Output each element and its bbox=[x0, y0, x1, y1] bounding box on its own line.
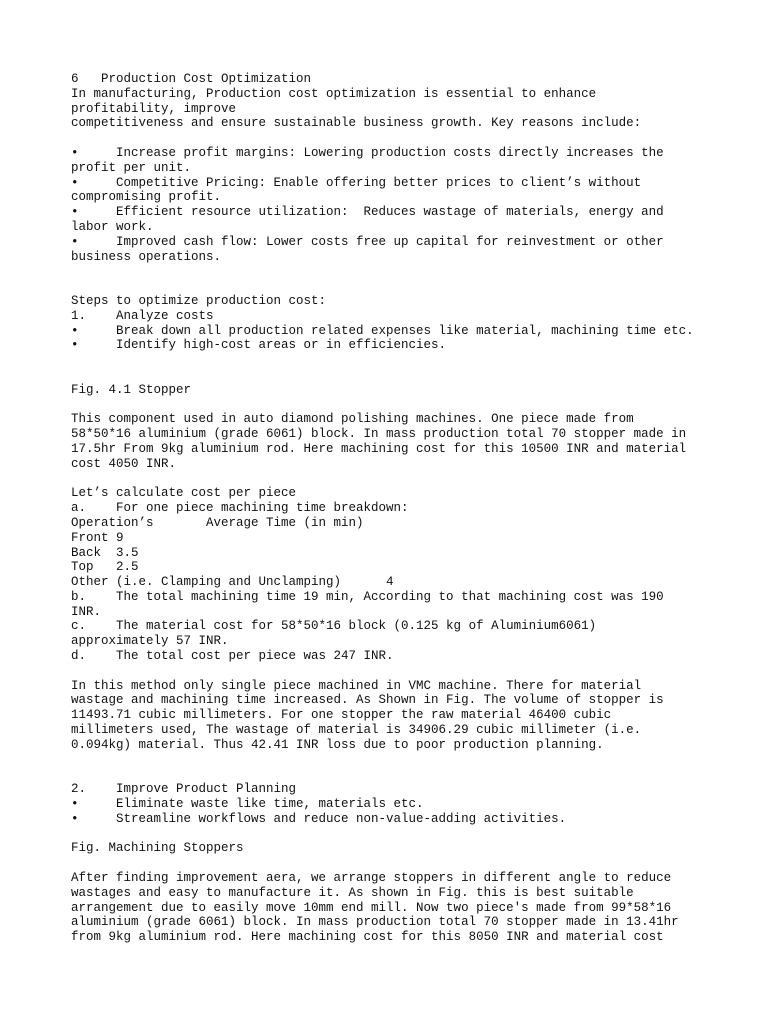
text-line: Operation’s Average Time (in min) bbox=[71, 515, 364, 530]
text-line: Front 9 bbox=[71, 530, 124, 545]
text-line: 2. Improve Product Planning bbox=[71, 782, 297, 797]
text-line: arrangement due to easily move 10mm end mill. Now two piece's made from 99*58*16 bbox=[71, 900, 672, 915]
text-line: • Streamline workflows and reduce non-value-adding activities. bbox=[71, 811, 567, 826]
text-line: Let’s calculate cost per piece bbox=[71, 486, 297, 501]
text-line: aluminium (grade 6061) block. In mass production total 70 stopper made in 13.41hr bbox=[71, 915, 679, 930]
blank-line bbox=[71, 131, 711, 146]
text-line: Top 2.5 bbox=[71, 560, 139, 575]
text-line: profitability, improve bbox=[71, 101, 237, 116]
text-line: Steps to optimize production cost: bbox=[71, 293, 327, 308]
text-line: 11493.71 cubic millimeters. For one stopper the raw material 46400 cubic bbox=[71, 708, 612, 723]
blank-line bbox=[71, 353, 711, 368]
text-line: Back 3.5 bbox=[71, 545, 139, 560]
text-line: INR. bbox=[71, 604, 102, 619]
blank-line bbox=[71, 368, 711, 383]
text-line: wastages and easy to manufacture it. As shown in Fig. this is best suitable bbox=[71, 885, 634, 900]
blank-line bbox=[71, 472, 711, 487]
blank-line bbox=[71, 856, 711, 871]
text-line: • Identify high-cost areas or in efficiencies. bbox=[71, 338, 447, 353]
text-line: competitiveness and ensure sustainable business growth. Key reasons include: bbox=[71, 116, 642, 131]
text-line: c. The material cost for 58*50*16 block (0.125 kg of Aluminium6061) bbox=[71, 619, 597, 634]
text-line: 1. Analyze costs bbox=[71, 308, 214, 323]
text-line: After finding improvement aera, we arrange stoppers in different angle to reduce bbox=[71, 871, 672, 886]
text-line: labor work. bbox=[71, 219, 154, 234]
document-page bbox=[71, 72, 711, 945]
text-line: 17.5hr From 9kg aluminium rod. Here machining cost for this 10500 INR and material bbox=[71, 441, 687, 456]
text-line: In manufacturing, Production cost optimization is essential to enhance bbox=[71, 86, 597, 101]
text-line: • Break down all production related expenses like material, machining time etc. bbox=[71, 323, 694, 338]
text-line: business operations. bbox=[71, 249, 222, 264]
text-line: millimeters used, The wastage of material is 34906.29 cubic millimeter (i.e. bbox=[71, 723, 642, 738]
blank-line bbox=[71, 279, 711, 294]
text-line: • Efficient resource utilization: Reduces wastage of materials, energy and bbox=[71, 205, 664, 220]
text-line: compromising profit. bbox=[71, 190, 222, 205]
text-line: • Improved cash flow: Lower costs free up capital for reinvestment or other bbox=[71, 234, 664, 249]
text-line: 58*50*16 aluminium (grade 6061) block. In mass production total 70 stopper made in bbox=[71, 427, 687, 442]
text-line: wastage and machining time increased. As Shown in Fig. The volume of stopper is bbox=[71, 693, 664, 708]
text-line: • Competitive Pricing: Enable offering better prices to client’s without bbox=[71, 175, 642, 190]
text-line: cost 4050 INR. bbox=[71, 456, 177, 471]
text-line: Fig. 4.1 Stopper bbox=[71, 382, 192, 397]
text-line: 6 Production Cost Optimization bbox=[71, 72, 312, 86]
blank-line bbox=[71, 753, 711, 768]
text-line: This component used in auto diamond polishing machines. One piece made from bbox=[71, 412, 634, 427]
blank-line bbox=[71, 264, 711, 279]
text-line: from 9kg aluminium rod. Here machining cost for this 8050 INR and material cost bbox=[71, 930, 664, 945]
text-line: approximately 57 INR. bbox=[71, 634, 229, 649]
text-line: Fig. Machining Stoppers bbox=[71, 841, 244, 856]
text-line: 0.094kg) material. Thus 42.41 INR loss due to poor production planning. bbox=[71, 737, 604, 752]
blank-line bbox=[71, 827, 711, 842]
text-line: a. For one piece machining time breakdown: bbox=[71, 501, 409, 516]
text-line: Other (i.e. Clamping and Unclamping) 4 bbox=[71, 575, 394, 590]
text-line: b. The total machining time 19 min, According to that machining cost was 190 bbox=[71, 589, 664, 604]
text-line: In this method only single piece machined in VMC machine. There for material bbox=[71, 678, 642, 693]
blank-line bbox=[71, 398, 711, 413]
blank-line bbox=[71, 767, 711, 782]
text-line: profit per unit. bbox=[71, 160, 192, 175]
text-line: • Increase profit margins: Lowering production costs directly increases the bbox=[71, 145, 664, 160]
text-line: d. The total cost per piece was 247 INR. bbox=[71, 649, 394, 664]
text-line: • Eliminate waste like time, materials etc. bbox=[71, 797, 424, 812]
blank-line bbox=[71, 664, 711, 679]
